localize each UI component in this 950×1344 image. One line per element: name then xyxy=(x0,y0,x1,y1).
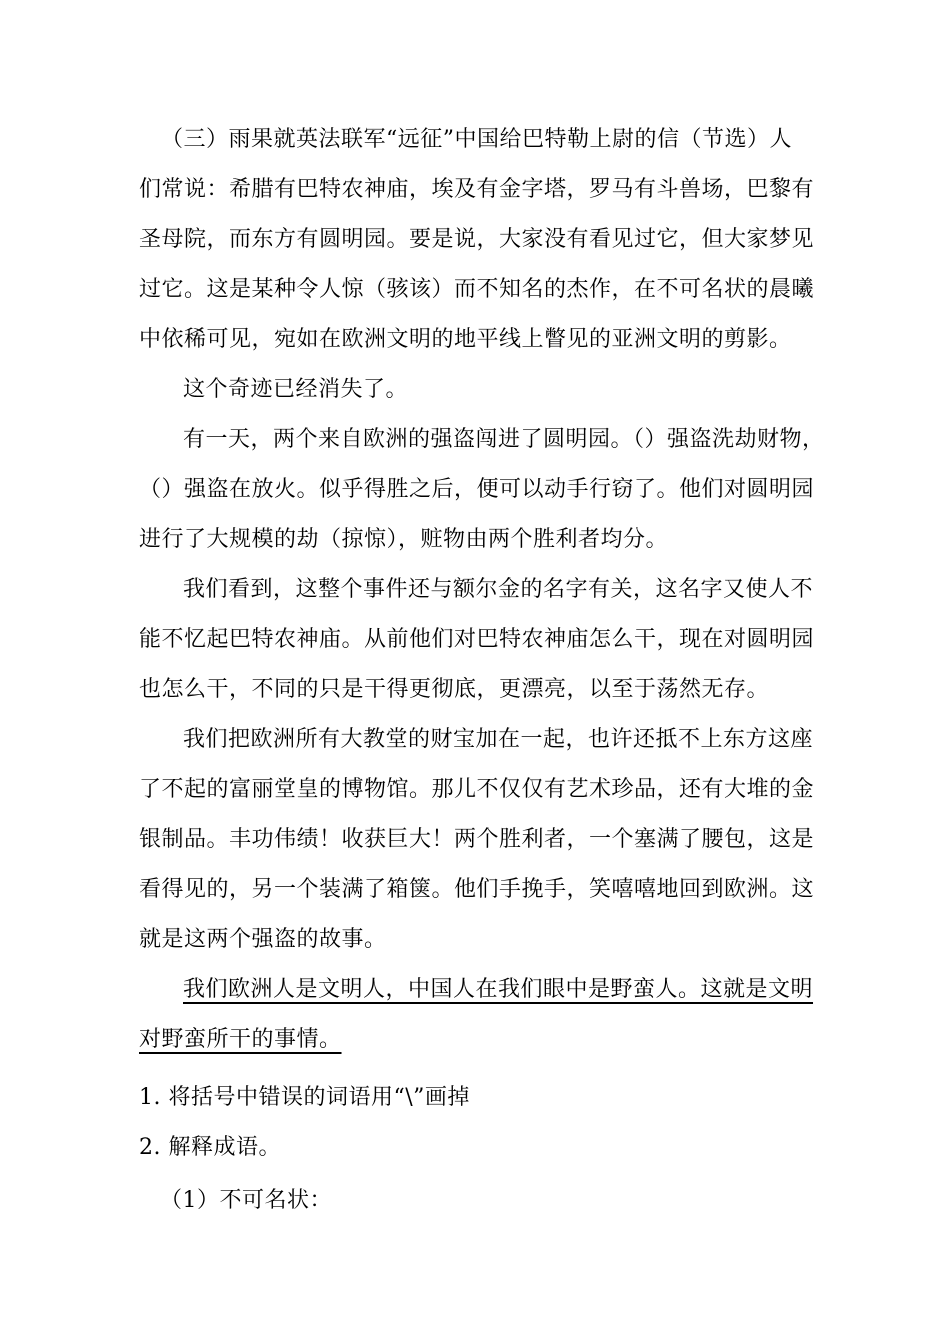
passage-line: 这个奇迹已经消失了。 xyxy=(183,377,409,402)
underlined-passage-line xyxy=(183,972,829,1008)
passage-line: 能不忆起巴特农神庙。从前他们对巴特农神庙怎么干，现在对圆明园 xyxy=(139,627,815,652)
underlined-passage-line xyxy=(139,1022,829,1058)
question-2-1: （1）不可名状： xyxy=(160,1188,332,1213)
passage-line: 我们看到，这整个事件还与额尔金的名字有关，这名字又使人不 xyxy=(183,577,814,602)
passage-line: 圣母院，而东方有圆明园。要是说，大家没有看见过它，但大家梦见 xyxy=(139,227,815,252)
passage-line: 过它。这是某种令人惊（骇该）而不知名的杰作，在不可名状的晨曦 xyxy=(139,277,815,302)
question-2: 2. 解释成语。 xyxy=(139,1135,281,1160)
passage-line: 看得见的，另一个装满了箱箧。他们手挽手，笑嘻嘻地回到欧洲。这 xyxy=(139,877,815,902)
passage-line: （）强盗在放火。似乎得胜之后，便可以动手行窃了。他们对圆明园 xyxy=(139,477,815,502)
underlined-text: 我们欧洲人是文明人，中国人在我们眼中是野蛮人。这就是文明 xyxy=(183,977,814,1002)
passage-line: 也怎么干，不同的只是干得更彻底，更漂亮，以至于荡然无存。 xyxy=(139,677,770,702)
passage-line: 银制品。丰功伟绩！收获巨大！两个胜利者，一个塞满了腰包，这是 xyxy=(139,827,815,852)
underlined-text: 对野蛮所干的事情。 xyxy=(139,1027,342,1052)
passage-line: 我们把欧洲所有大教堂的财宝加在一起，也许还抵不上东方这座 xyxy=(183,727,814,752)
question-1: 1. 将括号中错误的词语用“\”画掉 xyxy=(139,1085,470,1110)
passage-line: 们常说：希腊有巴特农神庙，埃及有金字塔，罗马有斗兽场，巴黎有 xyxy=(139,177,815,202)
passage-line: 了不起的富丽堂皇的博物馆。那儿不仅仅有艺术珍品，还有大堆的金 xyxy=(139,777,815,802)
passage-line: 有一天，两个来自欧洲的强盗闯进了圆明园。（）强盗洗劫财物， xyxy=(183,427,825,452)
passage-line: （三）雨果就英法联军“远征”中国给巴特勒上尉的信（节选）人 xyxy=(161,127,792,152)
passage-line: 就是这两个强盗的故事。 xyxy=(139,927,387,952)
passage-line: 中依稀可见，宛如在欧洲文明的地平线上瞥见的亚洲文明的剪影。 xyxy=(139,327,792,352)
passage-line: 进行了大规模的劫（掠惊），赃物由两个胜利者均分。 xyxy=(139,527,669,552)
